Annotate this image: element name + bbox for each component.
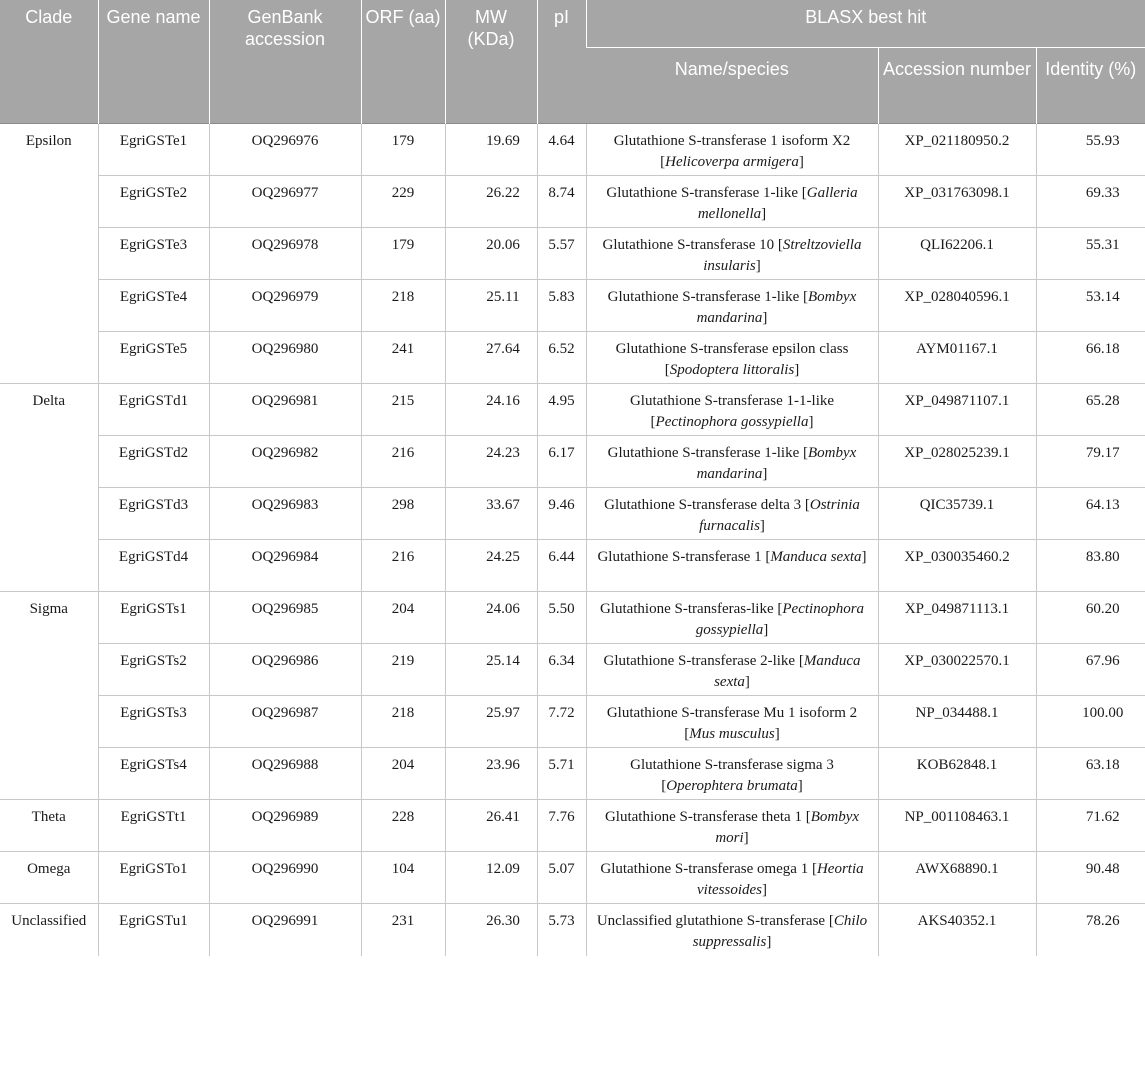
table-row — [0, 540, 1145, 592]
cell-orf: 219 — [361, 644, 445, 696]
cell-gene-name: EgriGSTe3 — [98, 228, 209, 280]
hit-species: Heortia vitessoides — [697, 861, 864, 898]
cell-mw: 24.06 — [445, 592, 537, 644]
cell-mw: 26.30 — [445, 904, 537, 956]
cell-pi: 6.34 — [537, 644, 586, 696]
cell-accession-number: AWX68890.1 — [878, 852, 1036, 904]
cell-identity: 63.18 — [1036, 748, 1145, 800]
hit-species: Mus musculus — [689, 726, 775, 742]
cell-pi: 5.83 — [537, 280, 586, 332]
cell-orf: 218 — [361, 280, 445, 332]
cell-orf: 179 — [361, 228, 445, 280]
hit-name: Glutathione S-transferase epsilon class [ — [615, 341, 849, 378]
table-row — [0, 904, 1145, 956]
hit-species: Bombyx mandarina — [696, 445, 857, 482]
hit-species: Manduca sexta — [714, 653, 861, 690]
cell-clade: Sigma — [0, 592, 98, 644]
cell-mw: 20.06 — [445, 228, 537, 280]
cell-name-species: Glutathione S-transferase Mu 1 isoform 2 [Mus musculus] — [586, 696, 878, 748]
cell-genbank-accession: OQ296990 — [209, 852, 361, 904]
cell-name-species: Glutathione S-transferase theta 1 [Bombyx mori] — [586, 800, 878, 852]
cell-genbank-accession: OQ296978 — [209, 228, 361, 280]
cell-identity: 55.93 — [1036, 124, 1145, 176]
table-row — [0, 644, 1145, 696]
cell-name-species: Glutathione S-transferase 1 [Manduca sexta] — [586, 540, 878, 592]
hit-species: Ostrinia furnacalis — [699, 497, 860, 534]
cell-orf: 229 — [361, 176, 445, 228]
cell-identity: 53.14 — [1036, 280, 1145, 332]
header-blast-best-hit: BLASX best hit — [586, 0, 1145, 48]
cell-gene-name: EgriGSTs2 — [98, 644, 209, 696]
cell-pi: 9.46 — [537, 488, 586, 540]
cell-genbank-accession: OQ296984 — [209, 540, 361, 592]
table-body — [0, 124, 1145, 956]
cell-identity: 64.13 — [1036, 488, 1145, 540]
header-genbank-accession: GenBank accession — [209, 0, 361, 124]
cell-accession-number: XP_028040596.1 — [878, 280, 1036, 332]
header-mw: MW (KDa) — [445, 0, 537, 124]
table-row — [0, 332, 1145, 384]
hit-name: Glutathione S-transferase sigma 3 [ — [630, 757, 834, 794]
cell-genbank-accession: OQ296987 — [209, 696, 361, 748]
cell-mw: 27.64 — [445, 332, 537, 384]
hit-name: Glutathione S-transferase 1-like [ — [607, 445, 809, 461]
cell-gene-name: EgriGSTe5 — [98, 332, 209, 384]
header-pi: pI — [537, 0, 586, 124]
cell-name-species: Glutathione S-transferase 1-1-like [Pectinophora gossypiella] — [586, 384, 878, 436]
cell-genbank-accession: OQ296982 — [209, 436, 361, 488]
cell-clade — [0, 228, 98, 280]
cell-accession-number: XP_028025239.1 — [878, 436, 1036, 488]
cell-clade — [0, 488, 98, 540]
header-name-species: Name/species — [586, 48, 878, 124]
hit-species: Pectinophora gossypiella — [695, 601, 865, 638]
hit-species: Pectinophora gossypiella — [655, 414, 809, 430]
table-row — [0, 228, 1145, 280]
cell-gene-name: EgriGSTt1 — [98, 800, 209, 852]
cell-orf: 298 — [361, 488, 445, 540]
table-row — [0, 176, 1145, 228]
cell-mw: 25.97 — [445, 696, 537, 748]
cell-pi: 7.76 — [537, 800, 586, 852]
cell-mw: 24.25 — [445, 540, 537, 592]
hit-name: Glutathione S-transferase 1-like [ — [607, 289, 809, 305]
hit-name: Glutathione S-transferase delta 3 [ — [604, 497, 810, 513]
cell-pi: 4.95 — [537, 384, 586, 436]
hit-name: Glutathione S-transferas-like [ — [599, 601, 783, 617]
cell-gene-name: EgriGSTe4 — [98, 280, 209, 332]
table-row — [0, 280, 1145, 332]
cell-name-species: Glutathione S-transferase 1-like [Bombyx mandarina] — [586, 436, 878, 488]
cell-pi: 5.50 — [537, 592, 586, 644]
cell-gene-name: EgriGSTe1 — [98, 124, 209, 176]
table-row — [0, 488, 1145, 540]
cell-pi: 6.52 — [537, 332, 586, 384]
cell-gene-name: EgriGSTd3 — [98, 488, 209, 540]
header-identity: Identity (%) — [1036, 48, 1145, 124]
cell-accession-number: XP_049871113.1 — [878, 592, 1036, 644]
cell-identity: 79.17 — [1036, 436, 1145, 488]
cell-identity: 90.48 — [1036, 852, 1145, 904]
cell-mw: 23.96 — [445, 748, 537, 800]
cell-genbank-accession: OQ296985 — [209, 592, 361, 644]
hit-species: Spodoptera littoralis — [669, 362, 795, 378]
cell-mw: 33.67 — [445, 488, 537, 540]
cell-clade: Delta — [0, 384, 98, 436]
hit-species: Bombyx mori — [715, 809, 860, 846]
cell-name-species: Glutathione S-transferase 1-like [Bombyx mandarina] — [586, 280, 878, 332]
cell-pi: 5.07 — [537, 852, 586, 904]
cell-genbank-accession: OQ296991 — [209, 904, 361, 956]
cell-clade: Omega — [0, 852, 98, 904]
cell-clade: Epsilon — [0, 124, 98, 176]
cell-mw: 24.23 — [445, 436, 537, 488]
cell-identity: 55.31 — [1036, 228, 1145, 280]
cell-accession-number: AYM01167.1 — [878, 332, 1036, 384]
hit-species: Helicoverpa armigera — [665, 154, 799, 170]
cell-clade — [0, 280, 98, 332]
cell-pi: 4.64 — [537, 124, 586, 176]
cell-gene-name: EgriGSTs3 — [98, 696, 209, 748]
hit-name: Glutathione S-transferase 1-like [ — [606, 185, 807, 201]
hit-species: Galleria mellonella — [697, 185, 858, 222]
table-row — [0, 696, 1145, 748]
cell-name-species: Unclassified glutathione S-transferase [Chilo suppressalis] — [586, 904, 878, 956]
cell-orf: 216 — [361, 540, 445, 592]
cell-mw: 26.41 — [445, 800, 537, 852]
cell-identity: 78.26 — [1036, 904, 1145, 956]
cell-clade — [0, 436, 98, 488]
cell-genbank-accession: OQ296979 — [209, 280, 361, 332]
table-row — [0, 384, 1145, 436]
hit-name: Glutathione S-transferase 1 [ — [597, 549, 771, 565]
header-clade: Clade — [0, 0, 98, 124]
cell-name-species: Glutathione S-transferase 10 [Streltzoviella insularis] — [586, 228, 878, 280]
cell-accession-number: QLI62206.1 — [878, 228, 1036, 280]
cell-gene-name: EgriGSTd2 — [98, 436, 209, 488]
table-row — [0, 852, 1145, 904]
hit-species: Manduca sexta — [770, 549, 862, 565]
cell-clade: Unclassified — [0, 904, 98, 956]
cell-identity: 60.20 — [1036, 592, 1145, 644]
cell-clade — [0, 748, 98, 800]
cell-pi: 6.17 — [537, 436, 586, 488]
cell-identity: 66.18 — [1036, 332, 1145, 384]
cell-name-species: Glutathione S-transferase omega 1 [Heortia vitessoides] — [586, 852, 878, 904]
cell-pi: 5.57 — [537, 228, 586, 280]
cell-name-species: Glutathione S-transferase epsilon class [Spodoptera littoralis] — [586, 332, 878, 384]
cell-mw: 25.14 — [445, 644, 537, 696]
cell-mw: 24.16 — [445, 384, 537, 436]
cell-orf: 204 — [361, 748, 445, 800]
cell-name-species: Glutathione S-transferase sigma 3 [Operophtera brumata] — [586, 748, 878, 800]
hit-species: Bombyx mandarina — [696, 289, 857, 326]
cell-gene-name: EgriGSTs1 — [98, 592, 209, 644]
cell-gene-name: EgriGSTe2 — [98, 176, 209, 228]
table-row — [0, 436, 1145, 488]
cell-mw: 19.69 — [445, 124, 537, 176]
cell-mw: 12.09 — [445, 852, 537, 904]
cell-orf: 215 — [361, 384, 445, 436]
cell-orf: 216 — [361, 436, 445, 488]
cell-identity: 67.96 — [1036, 644, 1145, 696]
header-orf: ORF (aa) — [361, 0, 445, 124]
cell-pi: 8.74 — [537, 176, 586, 228]
hit-name: Glutathione S-transferase omega 1 [ — [600, 861, 817, 877]
cell-identity: 71.62 — [1036, 800, 1145, 852]
cell-accession-number: XP_030035460.2 — [878, 540, 1036, 592]
cell-pi: 5.71 — [537, 748, 586, 800]
cell-mw: 26.22 — [445, 176, 537, 228]
cell-name-species: Glutathione S-transferas-like [Pectinophora gossypiella] — [586, 592, 878, 644]
cell-genbank-accession: OQ296986 — [209, 644, 361, 696]
hit-name: Glutathione S-transferase 2-like [ — [603, 653, 804, 669]
cell-clade — [0, 644, 98, 696]
hit-species: Streltzoviella insularis — [703, 237, 862, 274]
cell-identity: 83.80 — [1036, 540, 1145, 592]
cell-accession-number: KOB62848.1 — [878, 748, 1036, 800]
cell-name-species: Glutathione S-transferase 2-like [Manduca sexta] — [586, 644, 878, 696]
hit-name: Unclassified glutathione S-transferase [ — [596, 913, 834, 929]
cell-orf: 241 — [361, 332, 445, 384]
hit-name: Glutathione S-transferase theta 1 [ — [604, 809, 811, 825]
cell-mw: 25.11 — [445, 280, 537, 332]
header-gene-name: Gene name — [98, 0, 209, 124]
cell-pi: 6.44 — [537, 540, 586, 592]
cell-accession-number: NP_034488.1 — [878, 696, 1036, 748]
cell-accession-number: XP_021180950.2 — [878, 124, 1036, 176]
hit-name: Glutathione S-transferase 1-1-like [ — [629, 393, 835, 430]
cell-accession-number: XP_031763098.1 — [878, 176, 1036, 228]
cell-pi: 5.73 — [537, 904, 586, 956]
hit-species: Operophtera brumata — [666, 778, 798, 794]
cell-genbank-accession: OQ296981 — [209, 384, 361, 436]
cell-orf: 231 — [361, 904, 445, 956]
cell-clade: Theta — [0, 800, 98, 852]
cell-name-species: Glutathione S-transferase delta 3 [Ostrinia furnacalis] — [586, 488, 878, 540]
cell-clade — [0, 332, 98, 384]
cell-clade — [0, 176, 98, 228]
cell-clade — [0, 696, 98, 748]
cell-orf: 179 — [361, 124, 445, 176]
cell-accession-number: NP_001108463.1 — [878, 800, 1036, 852]
cell-accession-number: XP_030022570.1 — [878, 644, 1036, 696]
cell-pi: 7.72 — [537, 696, 586, 748]
cell-identity: 65.28 — [1036, 384, 1145, 436]
cell-gene-name: EgriGSTd1 — [98, 384, 209, 436]
cell-identity: 69.33 — [1036, 176, 1145, 228]
cell-accession-number: AKS40352.1 — [878, 904, 1036, 956]
cell-orf: 204 — [361, 592, 445, 644]
cell-genbank-accession: OQ296980 — [209, 332, 361, 384]
hit-name: Glutathione S-transferase 10 [ — [602, 237, 783, 253]
cell-gene-name: EgriGSTo1 — [98, 852, 209, 904]
cell-orf: 228 — [361, 800, 445, 852]
cell-genbank-accession: OQ296976 — [209, 124, 361, 176]
cell-name-species: Glutathione S-transferase 1 isoform X2 [Helicoverpa armigera] — [586, 124, 878, 176]
cell-orf: 104 — [361, 852, 445, 904]
hit-name: Glutathione S-transferase Mu 1 isoform 2 [ — [606, 705, 858, 742]
table-row — [0, 748, 1145, 800]
hit-species: Chilo suppressalis — [692, 913, 868, 950]
cell-genbank-accession: OQ296988 — [209, 748, 361, 800]
table-row — [0, 124, 1145, 176]
cell-clade — [0, 540, 98, 592]
cell-name-species: Glutathione S-transferase 1-like [Galleria mellonella] — [586, 176, 878, 228]
hit-name: Glutathione S-transferase 1 isoform X2 [ — [613, 133, 851, 170]
cell-accession-number: XP_049871107.1 — [878, 384, 1036, 436]
cell-accession-number: QIC35739.1 — [878, 488, 1036, 540]
cell-genbank-accession: OQ296989 — [209, 800, 361, 852]
cell-gene-name: EgriGSTu1 — [98, 904, 209, 956]
cell-orf: 218 — [361, 696, 445, 748]
table-row — [0, 800, 1145, 852]
table-row — [0, 592, 1145, 644]
cell-gene-name: EgriGSTs4 — [98, 748, 209, 800]
header-accession-number: Accession number — [878, 48, 1036, 124]
cell-genbank-accession: OQ296983 — [209, 488, 361, 540]
cell-genbank-accession: OQ296977 — [209, 176, 361, 228]
cell-identity: 100.00 — [1036, 696, 1145, 748]
cell-gene-name: EgriGSTd4 — [98, 540, 209, 592]
